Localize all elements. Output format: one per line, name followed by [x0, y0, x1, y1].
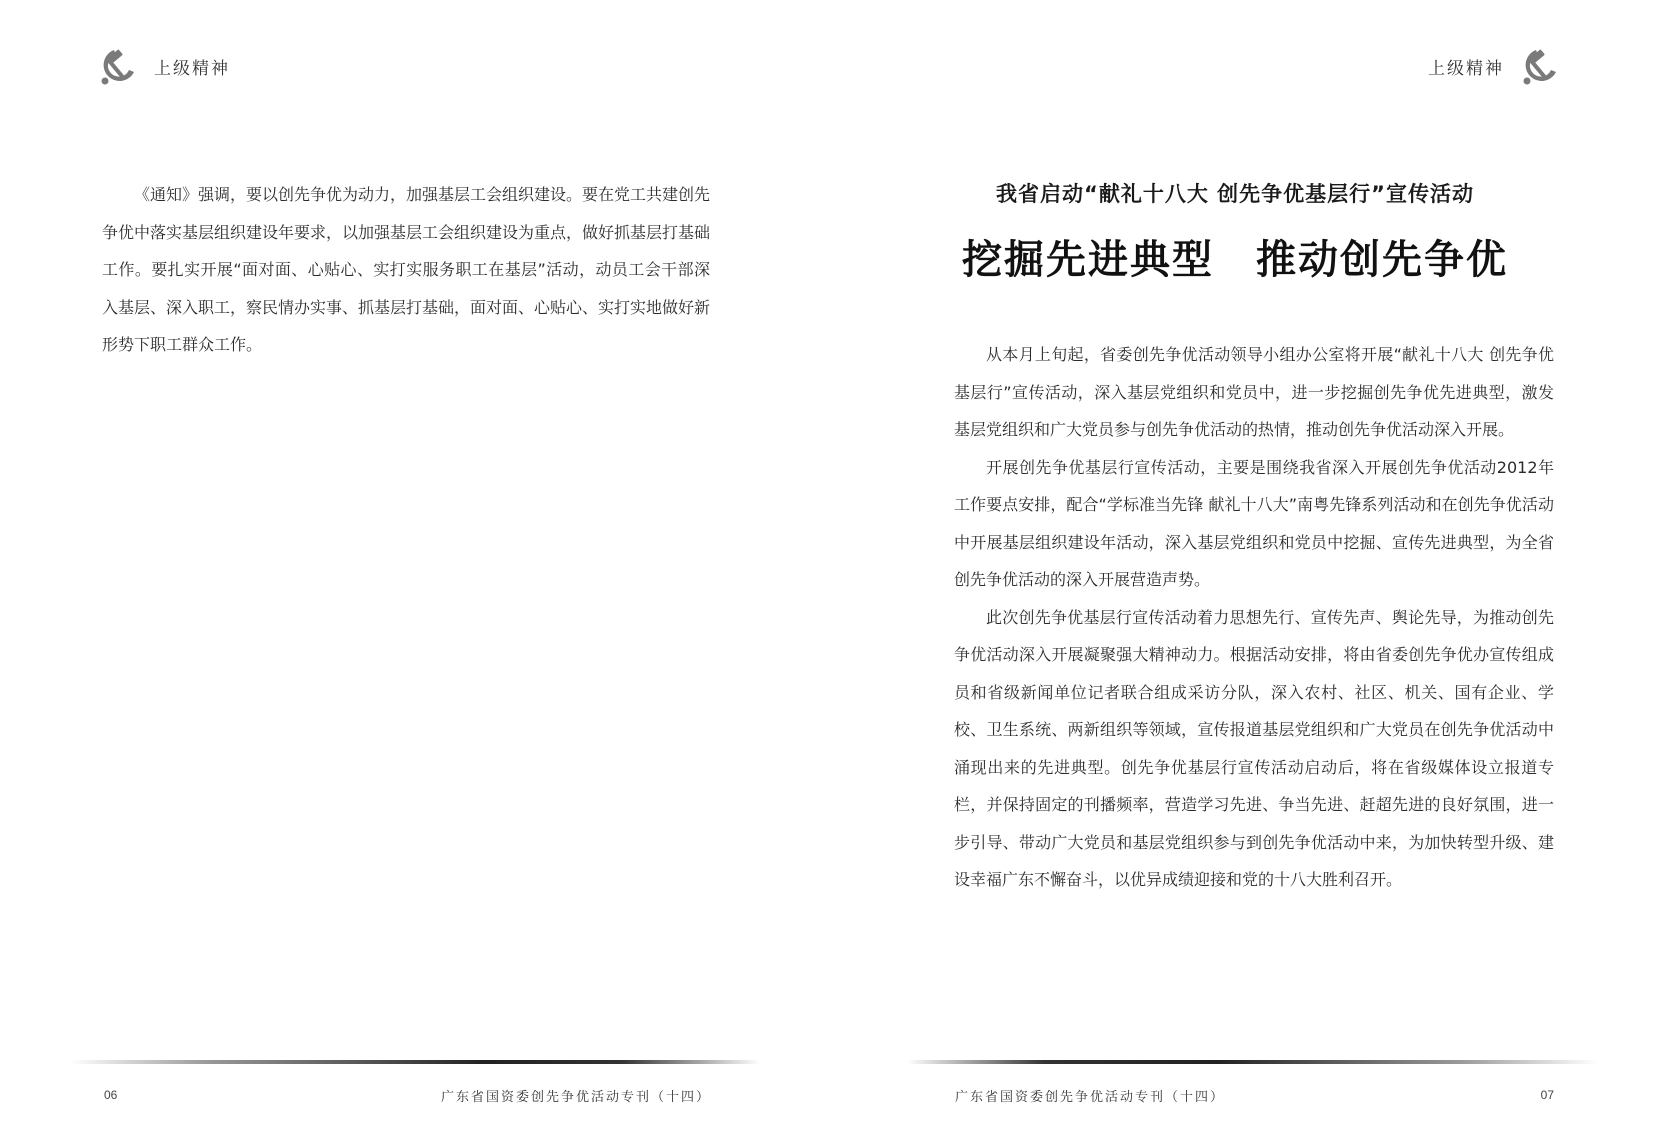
footer-divider — [907, 1060, 1597, 1064]
article-kicker: 我省启动“献礼十八大 创先争优基层行”宣传活动 — [996, 182, 1474, 206]
article-headline: 挖掘先进典型 推动创先争优 — [962, 236, 1508, 283]
left-body-text — [102, 176, 710, 364]
paragraph: 开展创先争优基层行宣传活动，主要是围绕我省深入开展创先争优活动2012年工作要点安排，配合“学标准当先锋 献礼十八大”南粤先锋系列活动和在创先争优活动中开展基层组织建设年活动，深入基层党组织和党员中挖掘、宣传先进典型，为全省创先争优活动的深入开展营造声势。 — [954, 457, 1554, 589]
section-label: 上级精神 — [1428, 58, 1504, 79]
right-header — [1428, 44, 1562, 88]
publication-title: 广东省国资委创先争优活动专刊（十四） — [440, 1090, 711, 1105]
page-number: 07 — [1540, 1088, 1554, 1102]
left-header — [96, 44, 230, 88]
section-label: 上级精神 — [154, 58, 230, 79]
page-number: 06 — [104, 1088, 118, 1102]
paragraph: 此次创先争优基层行宣传活动着力思想先行、宣传先声、舆论先导，为推动创先争优活动深入开展凝聚强大精神动力。根据活动安排，将由省委创先争优办宣传组成员和省级新闻单位记者联合组成采访分队，深入农村、社区、机关、国有企业、学校、卫生系统、两新组织等领域，宣传报道基层党组织和广大党员在创先争优活动中涌现出来的先进典型。创先争优基层行宣传活动启动后，将在省级媒体设立报道专栏，并保持固定的刊播频率，营造学习先进、争当先进、赶超先进的良好氛围，进一步引导、带动广大党员和基层党组织参与到创先争优活动中来，为加快转型升级、建设幸福广东不懈奋斗，以优异成绩迎接和党的十八大胜利召开。 — [954, 607, 1554, 889]
footer-divider — [70, 1060, 760, 1064]
hammer-and-sickle-icon — [1518, 44, 1562, 88]
paragraph: 从本月上旬起，省委创先争优活动领导小组办公室将开展“献礼十八大 创先争优基层行”宣传活动，深入基层党组织和党员中，进一步挖掘创先争优先进典型，激发基层党组织和广大党员参与创先争优活动的热情，推动创先争优活动深入开展。 — [954, 345, 1554, 439]
publication-title: 广东省国资委创先争优活动专刊（十四） — [955, 1090, 1226, 1105]
paragraph: 《通知》强调，要以创先争优为动力，加强基层工会组织建设。要在党工共建创先争优中落实基层组织建设年要求，以加强基层工会组织建设为重点，做好抓基层打基础工作。要扎实开展“面对面、心贴心、实打实服务职工在基层”活动，动员工会干部深入基层、深入职工，察民情办实事、抓基层打基础，面对面、心贴心、实打实地做好新形势下职工群众工作。 — [102, 185, 711, 354]
right-body-text — [954, 336, 1554, 899]
hammer-and-sickle-icon — [96, 44, 140, 88]
right-page — [827, 0, 1654, 1130]
